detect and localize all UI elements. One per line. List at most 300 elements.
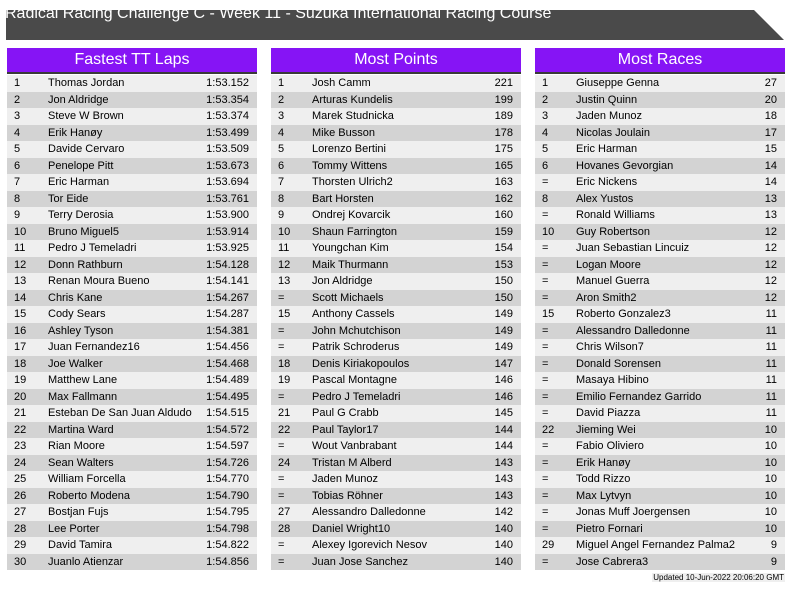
table-row [271,75,521,92]
table-row [535,537,785,554]
rank-cell: 2 [542,93,549,106]
driver-name-cell: Mike Busson [312,126,375,139]
rank-cell: 11 [14,242,26,254]
value-cell: 1:53.694 [206,176,249,188]
driver-name-cell: Jaden Munoz [312,473,379,485]
value-cell: 1:53.900 [206,209,249,221]
value-cell: 11 [765,357,777,370]
table-row [7,92,257,109]
rank-cell: = [542,341,549,353]
rank-cell: 15 [542,308,555,320]
table-row [535,224,785,241]
value-cell: 199 [494,93,513,106]
value-cell: 1:54.790 [206,489,249,502]
table-row [535,174,785,191]
rank-cell: 13 [278,275,291,287]
value-cell: 1:54.795 [206,506,249,518]
rank-cell: 13 [14,275,27,287]
driver-name-cell: Thomas Jordan [48,77,125,89]
table-row [7,174,257,191]
rank-cell: = [278,489,285,502]
driver-name-cell: Patrik Schroderus [312,341,400,353]
table-row [535,372,785,389]
driver-name-cell: Pedro J Temeladri [312,390,401,403]
rank-cell: 11 [278,242,290,254]
driver-name-cell: Penelope Pitt [48,159,114,172]
driver-name-cell: Joe Walker [48,357,103,370]
value-cell: 11 [765,407,777,419]
value-cell: 1:54.597 [206,440,249,452]
rank-cell: 4 [542,126,549,139]
table-row [271,323,521,340]
leaderboard-rows [7,75,257,570]
rank-cell: 3 [278,110,285,122]
rank-cell: 4 [278,126,285,139]
value-cell: 13 [764,209,777,221]
value-cell: 163 [494,176,513,188]
table-row [271,339,521,356]
value-cell: 154 [494,242,513,254]
table-row [535,306,785,323]
value-cell: 165 [494,159,513,172]
driver-name-cell: Masaya Hibino [576,374,649,386]
table-row [535,75,785,92]
table-row [271,356,521,373]
value-cell: 178 [494,126,513,139]
driver-name-cell: Roberto Gonzalez3 [576,308,671,320]
value-cell: 140 [494,539,513,551]
value-cell: 1:53.925 [206,242,249,254]
table-row [535,339,785,356]
driver-name-cell: Steve W Brown [48,110,124,122]
driver-name-cell: Juan Jose Sanchez [312,555,409,568]
rank-cell: 10 [14,225,27,238]
driver-name-cell: Giuseppe Genna [576,77,660,89]
table-row [7,75,257,92]
table-row [7,290,257,307]
table-row [535,422,785,439]
value-cell: 1:53.374 [206,110,249,122]
value-cell: 189 [494,110,513,122]
driver-name-cell: Max Fallmann [48,390,118,403]
rank-cell: 1 [14,77,21,89]
table-row [7,521,257,538]
rank-cell: = [278,390,285,403]
rank-cell: 27 [14,506,27,518]
rank-cell: 8 [278,192,285,205]
rank-cell: 1 [278,77,285,89]
value-cell: 142 [494,506,513,518]
driver-name-cell: Tobias Röhner [312,489,383,502]
rank-cell: = [542,456,549,469]
rank-cell: 22 [278,423,291,436]
table-row [271,488,521,505]
panel-header: Most Points [271,48,521,74]
rank-cell: 18 [14,357,27,370]
value-cell: 1:53.673 [206,159,249,172]
table-row [7,372,257,389]
table-row [271,125,521,142]
table-row [535,240,785,257]
driver-name-cell: Erik Hanøy [48,126,103,139]
rank-cell: = [278,440,285,452]
table-row [535,158,785,175]
table-row [7,422,257,439]
value-cell: 175 [494,143,513,155]
table-row [271,389,521,406]
table-row [271,438,521,455]
driver-name-cell: Eric Harman [576,143,638,155]
value-cell: 1:54.456 [206,341,249,353]
rank-cell: 5 [278,143,285,155]
table-row [7,471,257,488]
driver-name-cell: Jose Cabrera3 [576,555,649,568]
table-row [271,240,521,257]
table-row [535,141,785,158]
rank-cell: = [542,522,549,535]
driver-name-cell: Thorsten Ulrich2 [312,176,393,188]
driver-name-cell: Eric Nickens [576,176,638,188]
driver-name-cell: Scott Michaels [312,291,384,304]
driver-name-cell: Lorenzo Bertini [312,143,386,155]
table-row [7,488,257,505]
rank-cell: 3 [14,110,21,122]
rank-cell: = [542,555,549,568]
driver-name-cell: Logan Moore [576,258,641,271]
value-cell: 18 [764,110,777,122]
driver-name-cell: Aron Smith2 [576,291,637,304]
table-row [271,224,521,241]
value-cell: 160 [494,209,513,221]
rank-cell: 28 [14,522,27,535]
rank-cell: 27 [278,506,291,518]
rank-cell: 6 [542,159,549,172]
driver-name-cell: Daniel Wright10 [312,522,391,535]
value-cell: 1:53.509 [206,143,249,155]
value-cell: 12 [764,258,777,271]
value-cell: 9 [770,539,777,551]
table-row [7,323,257,340]
rank-cell: 10 [278,225,291,238]
table-row [7,389,257,406]
value-cell: 1:54.141 [206,275,249,287]
driver-name-cell: Miguel Angel Fernandez Palma2 [576,539,735,551]
rank-cell: = [278,555,285,568]
table-row [271,92,521,109]
rank-cell: 12 [278,258,291,271]
table-row [535,257,785,274]
table-row [7,455,257,472]
panel-most-races [535,48,785,570]
driver-name-cell: Cody Sears [48,308,106,320]
driver-name-cell: Jieming Wei [576,423,636,436]
driver-name-cell: Tommy Wittens [312,159,388,172]
table-row [535,92,785,109]
rank-cell: 2 [14,93,21,106]
driver-name-cell: David Piazza [576,407,641,419]
value-cell: 10 [764,440,777,452]
value-cell: 11 [765,390,777,403]
table-row [535,405,785,422]
value-cell: 1:53.354 [206,93,249,106]
driver-name-cell: Bruno Miguel5 [48,225,119,238]
rank-cell: 8 [542,192,549,205]
table-row [7,438,257,455]
table-row [271,405,521,422]
rank-cell: 21 [278,407,291,419]
driver-name-cell: Matthew Lane [48,374,118,386]
value-cell: 145 [494,407,513,419]
rank-cell: 24 [278,456,291,469]
value-cell: 10 [764,473,777,485]
value-cell: 1:54.856 [206,555,249,568]
driver-name-cell: Esteban De San Juan Aldudo [48,407,192,419]
value-cell: 1:54.515 [206,407,249,419]
value-cell: 221 [494,77,513,89]
rank-cell: = [542,324,549,337]
value-cell: 10 [764,522,777,535]
table-row [7,257,257,274]
driver-name-cell: Tristan M Alberd [312,456,392,469]
driver-name-cell: Jaden Munoz [576,110,643,122]
driver-name-cell: Pietro Fornari [576,522,643,535]
table-row [271,174,521,191]
value-cell: 1:54.468 [206,357,249,370]
value-cell: 1:53.761 [206,192,249,205]
driver-name-cell: Justin Quinn [576,93,638,106]
value-cell: 17 [764,126,777,139]
driver-name-cell: Tor Eide [48,192,89,205]
rank-cell: 9 [278,209,285,221]
rank-cell: 22 [14,423,27,436]
rank-cell: 4 [14,126,21,139]
driver-name-cell: David Tamira [48,539,112,551]
value-cell: 15 [764,143,777,155]
rank-cell: 29 [14,539,27,551]
value-cell: 147 [494,357,513,370]
driver-name-cell: Martina Ward [48,423,114,436]
value-cell: 1:54.267 [206,291,249,304]
rank-cell: 1 [542,77,549,89]
rank-cell: 3 [542,110,549,122]
driver-name-cell: Jon Aldridge [312,275,373,287]
driver-name-cell: Rian Moore [48,440,105,452]
table-row [535,290,785,307]
table-row [271,290,521,307]
table-row [7,224,257,241]
table-row [535,438,785,455]
value-cell: 12 [764,291,777,304]
rank-cell: = [278,539,285,551]
rank-cell: = [542,258,549,271]
value-cell: 153 [494,258,513,271]
table-row [271,273,521,290]
rank-cell: 22 [542,423,555,436]
driver-name-cell: Marek Studnicka [312,110,394,122]
driver-name-cell: Juanlo Atienzar [48,555,124,568]
rank-cell: = [542,390,549,403]
value-cell: 146 [494,374,513,386]
rank-cell: 14 [14,291,27,304]
value-cell: 140 [494,522,513,535]
table-row [271,141,521,158]
value-cell: 1:54.128 [206,258,249,271]
rank-cell: = [542,275,549,287]
driver-name-cell: Roberto Modena [48,489,130,502]
rank-cell: = [542,291,549,304]
value-cell: 1:54.381 [206,324,249,337]
driver-name-cell: Emilio Fernandez Garrido [576,390,702,403]
rank-cell: 20 [14,390,27,403]
driver-name-cell: Lee Porter [48,522,100,535]
value-cell: 144 [494,423,513,436]
value-cell: 149 [494,308,513,320]
driver-name-cell: Jonas Muff Joergensen [576,506,691,518]
table-row [271,521,521,538]
table-row [535,207,785,224]
rank-cell: 6 [278,159,285,172]
value-cell: 150 [494,275,513,287]
driver-name-cell: Jon Aldridge [48,93,109,106]
driver-name-cell: Chris Kane [48,291,103,304]
rank-cell: 12 [14,258,27,271]
driver-name-cell: Ashley Tyson [48,324,114,337]
table-row [535,521,785,538]
driver-name-cell: Anthony Cassels [312,308,395,320]
value-cell: 11 [765,324,777,337]
table-row [7,240,257,257]
table-row [535,191,785,208]
value-cell: 11 [765,374,777,386]
table-row [535,504,785,521]
driver-name-cell: Shaun Farrington [312,225,397,238]
value-cell: 146 [494,390,513,403]
value-cell: 1:53.914 [206,225,249,238]
table-row [271,191,521,208]
value-cell: 10 [764,506,777,518]
rank-cell: = [542,473,549,485]
driver-name-cell: Max Lytvyn [576,489,632,502]
rank-cell: = [542,440,549,452]
table-row [7,207,257,224]
driver-name-cell: Maik Thurmann [312,258,389,271]
driver-name-cell: Ondrej Kovarcik [312,209,391,221]
table-row [535,389,785,406]
driver-name-cell: Guy Robertson [576,225,650,238]
value-cell: 1:54.770 [206,473,249,485]
rank-cell: 18 [278,357,291,370]
panel-header: Most Races [535,48,785,74]
rank-cell: 30 [14,555,27,568]
value-cell: 20 [764,93,777,106]
table-row [535,554,785,571]
table-row [271,207,521,224]
rank-cell: 2 [278,93,285,106]
panel-fastest-tt-laps [7,48,257,570]
panel-most-points [271,48,521,570]
value-cell: 10 [764,456,777,469]
value-cell: 11 [765,308,777,320]
driver-name-cell: Sean Walters [48,456,114,469]
driver-name-cell: John Mchutchison [312,324,401,337]
rank-cell: 5 [542,143,549,155]
rank-cell: 10 [542,225,555,238]
rank-cell: = [542,242,549,254]
table-row [7,405,257,422]
table-row [7,273,257,290]
value-cell: 1:54.726 [206,456,249,469]
rank-cell: 29 [542,539,555,551]
value-cell: 10 [764,423,777,436]
table-row [535,323,785,340]
table-row [271,306,521,323]
table-row [7,108,257,125]
table-row [535,108,785,125]
driver-name-cell: Denis Kiriakopoulos [312,357,410,370]
value-cell: 149 [494,341,513,353]
value-cell: 150 [494,291,513,304]
value-cell: 149 [494,324,513,337]
driver-name-cell: Youngchan Kim [312,242,389,254]
driver-name-cell: Bostjan Fujs [48,506,109,518]
value-cell: 1:54.489 [206,374,249,386]
driver-name-cell: Eric Harman [48,176,110,188]
value-cell: 144 [494,440,513,452]
value-cell: 1:53.499 [206,126,249,139]
value-cell: 143 [494,456,513,469]
rank-cell: = [542,489,549,502]
value-cell: 162 [494,192,513,205]
driver-name-cell: Nicolas Joulain [576,126,650,139]
table-row [271,257,521,274]
table-row [7,306,257,323]
value-cell: 1:54.798 [206,522,249,535]
driver-name-cell: Alexey Igorevich Nesov [312,539,427,551]
rank-cell: 26 [14,489,27,502]
rank-cell: 28 [278,522,291,535]
table-row [271,455,521,472]
value-cell: 12 [764,242,777,254]
table-row [7,504,257,521]
driver-name-cell: Donald Sorensen [576,357,662,370]
table-row [7,191,257,208]
driver-name-cell: Wout Vanbrabant [312,440,397,452]
table-row [535,488,785,505]
value-cell: 13 [764,192,777,205]
rank-cell: 23 [14,440,27,452]
rank-cell: 15 [14,308,27,320]
table-row [271,422,521,439]
driver-name-cell: Juan Sebastian Lincuiz [576,242,690,254]
leaderboard-rows [535,75,785,570]
driver-name-cell: Erik Hanøy [576,456,631,469]
driver-name-cell: Alessandro Dalledonne [576,324,690,337]
driver-name-cell: Todd Rizzo [576,473,631,485]
driver-name-cell: Pedro J Temeladri [48,242,137,254]
table-row [271,158,521,175]
table-row [7,339,257,356]
rank-cell: 25 [14,473,27,485]
driver-name-cell: Bart Horsten [312,192,374,205]
rank-cell: = [278,473,285,485]
table-row [271,537,521,554]
driver-name-cell: Donn Rathburn [48,258,123,271]
value-cell: 27 [764,77,777,89]
rank-cell: = [542,176,549,188]
rank-cell: 6 [14,159,21,172]
table-row [7,125,257,142]
rank-cell: = [278,341,285,353]
